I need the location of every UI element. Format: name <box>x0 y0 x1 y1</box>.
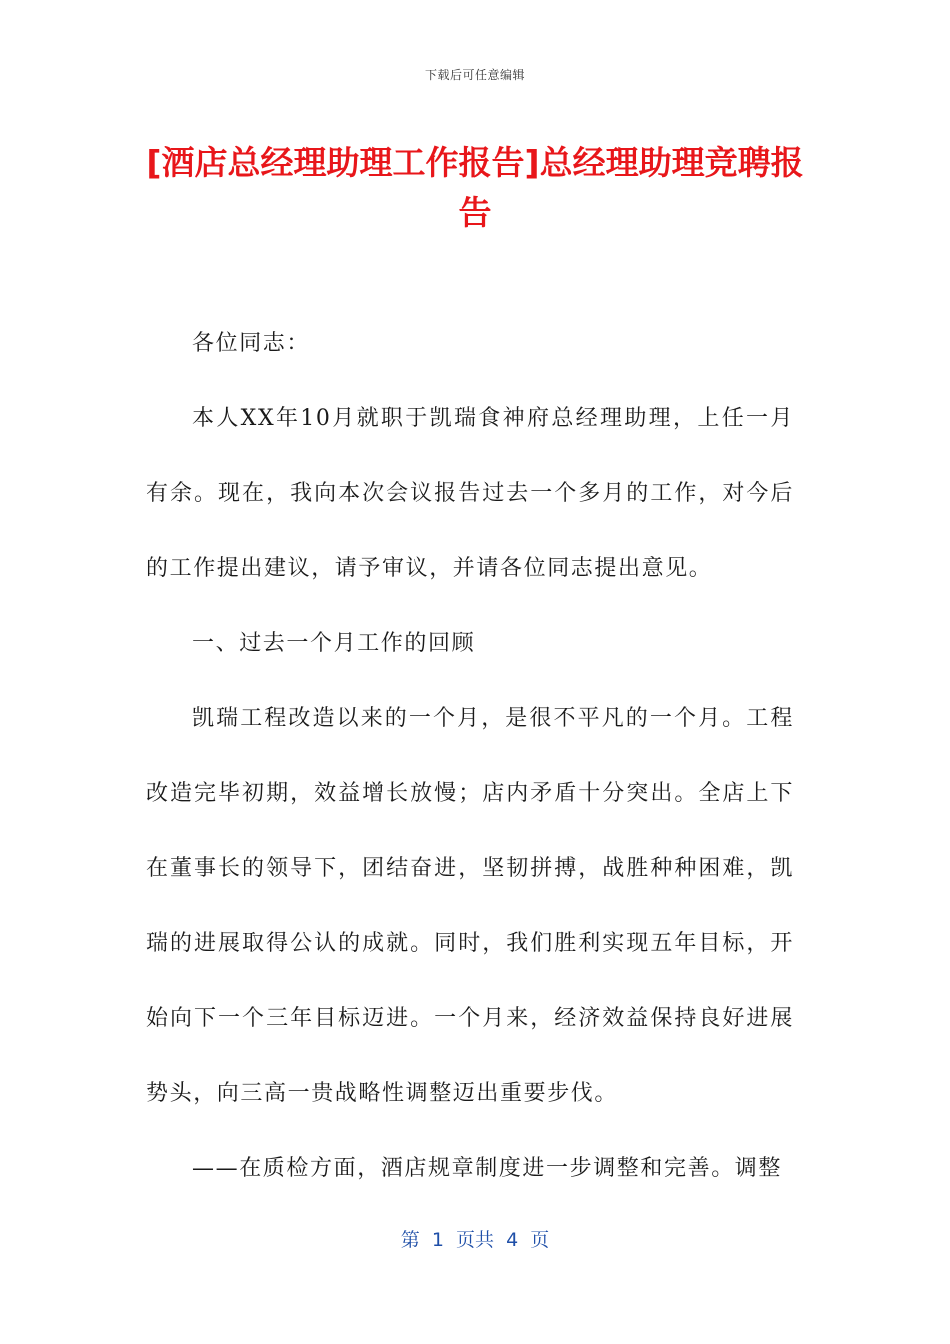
salutation-paragraph: 各位同志： <box>192 331 311 356</box>
document-title: [酒店总经理助理工作报告]总经理助理竞聘报告 <box>146 143 804 232</box>
section-heading: 一、过去一个月工作的回顾 <box>192 631 476 656</box>
review-paragraph: 凯瑞工程改造以来的一个月，是很不平凡的一个月。工程改造完毕初期，效益增长放慢；店内矛盾十分突出。全店上下在董事长的领导下，团结奋进，坚韧拼搏，战胜种种困难，凯瑞的进展取得公认的成就。同时，我们胜利实现五年目标，开始向下一个三年目标迈进。一个月来，经济效益保持良好进展势头，向三高一贵战略性调整迈出重要步伐。 <box>146 706 794 1106</box>
document-body <box>146 306 794 1206</box>
quality-paragraph: ——在质检方面，酒店规章制度进一步调整和完善。调整 <box>192 1156 783 1181</box>
page-number: 第 1 页共 4 页 <box>400 1229 550 1251</box>
header-note: 下载后可任意编辑 <box>424 68 525 82</box>
intro-paragraph: 本人XX年10月就职于凯瑞食神府总经理助理，上任一月有余。现在，我向本次会议报告过去一个多月的工作，对今后的工作提出建议，请予审议，并请各位同志提出意见。 <box>146 406 794 581</box>
